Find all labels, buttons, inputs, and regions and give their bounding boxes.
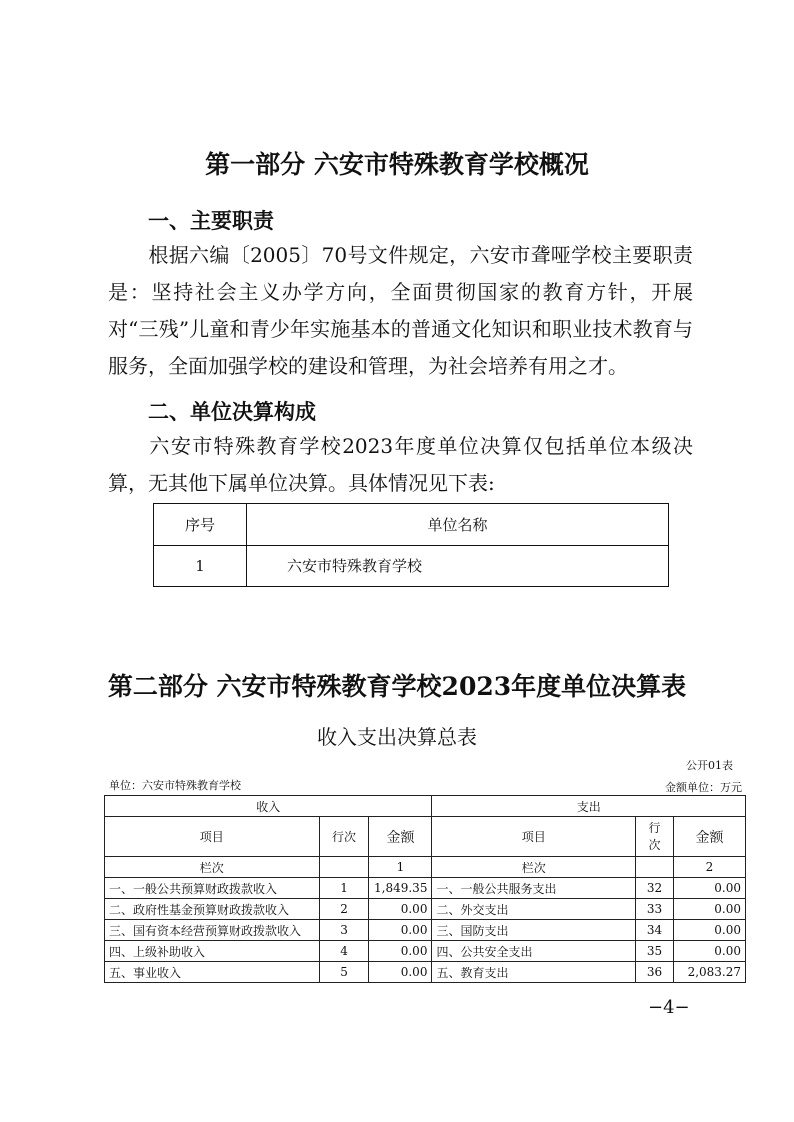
income-expense-table bbox=[104, 795, 746, 983]
unit-label: 单位：六安市特殊教育学校 bbox=[109, 779, 241, 792]
income-amount: 0.00 bbox=[369, 962, 432, 983]
expense-line: 35 bbox=[636, 941, 674, 962]
empty-cell bbox=[319, 857, 369, 878]
income-lanci-label: 栏次 bbox=[105, 857, 320, 878]
expense-item: 四、公共安全支出 bbox=[432, 941, 636, 962]
expense-amount: 0.00 bbox=[673, 920, 745, 941]
empty-cell bbox=[636, 857, 674, 878]
unit-col-name: 单位名称 bbox=[247, 504, 669, 546]
expense-line: 36 bbox=[636, 962, 674, 983]
income-amount: 0.00 bbox=[369, 941, 432, 962]
money-unit: 金额单位：万元 bbox=[665, 781, 742, 794]
income-item-header: 项目 bbox=[105, 817, 320, 857]
expense-amount: 2,083.27 bbox=[673, 962, 745, 983]
expense-amount-header: 金额 bbox=[673, 817, 745, 857]
income-line: 1 bbox=[319, 878, 369, 899]
expense-line: 33 bbox=[636, 899, 674, 920]
table-column-row bbox=[105, 817, 746, 857]
page-number: −4− bbox=[648, 997, 690, 1018]
expense-item: 五、教育支出 bbox=[432, 962, 636, 983]
expense-item: 一、一般公共服务支出 bbox=[432, 878, 636, 899]
income-line: 5 bbox=[319, 962, 369, 983]
income-col-number: 1 bbox=[369, 857, 432, 878]
income-amount: 0.00 bbox=[369, 899, 432, 920]
expense-line: 32 bbox=[636, 878, 674, 899]
section1-text: 根据六编〔2005〕70号文件规定，六安市聋哑学校主要职责是：坚持社会主义办学方向，全面贯彻国家的教育方针，开展对“三残”儿童和青少年实施基本的普通文化知识和职业技术教育与服务，全面加强学校的建设和管理，为社会培养有用之才。 bbox=[108, 243, 693, 378]
income-line-header: 行次 bbox=[319, 817, 369, 857]
income-item: 五、事业收入 bbox=[105, 962, 320, 983]
expense-header: 支出 bbox=[432, 796, 746, 817]
expense-item: 二、外交支出 bbox=[432, 899, 636, 920]
income-item: 二、政府性基金预算财政拨款收入 bbox=[105, 899, 320, 920]
section2-body bbox=[108, 428, 693, 502]
income-amount: 1,849.35 bbox=[369, 878, 432, 899]
expense-col-number: 2 bbox=[673, 857, 745, 878]
table-lanci-row bbox=[105, 857, 746, 878]
table-row bbox=[105, 899, 746, 920]
unit-row-name: 六安市特殊教育学校 bbox=[247, 545, 669, 587]
expense-item: 三、国防支出 bbox=[432, 920, 636, 941]
income-item: 四、上级补助收入 bbox=[105, 941, 320, 962]
part1-title: 第一部分 六安市特殊教育学校概况 bbox=[205, 150, 589, 179]
expense-lanci-label: 栏次 bbox=[432, 857, 636, 878]
section2-text: 六安市特殊教育学校2023年度单位决算仅包括单位本级决算，无其他下属单位决算。具体情况见下表: bbox=[108, 434, 693, 495]
table-row bbox=[105, 962, 746, 983]
expense-line-header: 行 次 bbox=[636, 817, 674, 857]
income-amount: 0.00 bbox=[369, 920, 432, 941]
part2-title: 第二部分 六安市特殊教育学校2023年度单位决算表 bbox=[107, 672, 687, 701]
unit-row-no: 1 bbox=[154, 545, 247, 587]
income-line: 2 bbox=[319, 899, 369, 920]
form-code: 公开01表 bbox=[686, 759, 733, 772]
expense-line: 34 bbox=[636, 920, 674, 941]
table-header-row bbox=[105, 796, 746, 817]
section1-body bbox=[108, 237, 693, 385]
income-line: 3 bbox=[319, 920, 369, 941]
income-item: 三、国有资本经营预算财政拨款收入 bbox=[105, 920, 320, 941]
unit-table-header bbox=[154, 504, 669, 546]
expense-amount: 0.00 bbox=[673, 899, 745, 920]
unit-table bbox=[153, 503, 669, 587]
expense-item-header: 项目 bbox=[432, 817, 636, 857]
section2-heading: 二、单位决算构成 bbox=[148, 400, 316, 424]
section1-heading: 一、主要职责 bbox=[148, 209, 274, 233]
table-row bbox=[154, 545, 669, 587]
income-line: 4 bbox=[319, 941, 369, 962]
income-amount-header: 金额 bbox=[369, 817, 432, 857]
table-row bbox=[105, 941, 746, 962]
unit-col-no: 序号 bbox=[154, 504, 247, 546]
expense-amount: 0.00 bbox=[673, 941, 745, 962]
income-header: 收入 bbox=[105, 796, 432, 817]
income-item: 一、一般公共预算财政拨款收入 bbox=[105, 878, 320, 899]
table-row bbox=[105, 920, 746, 941]
table-title: 收入支出决算总表 bbox=[317, 725, 477, 749]
expense-amount: 0.00 bbox=[673, 878, 745, 899]
table-row bbox=[105, 878, 746, 899]
